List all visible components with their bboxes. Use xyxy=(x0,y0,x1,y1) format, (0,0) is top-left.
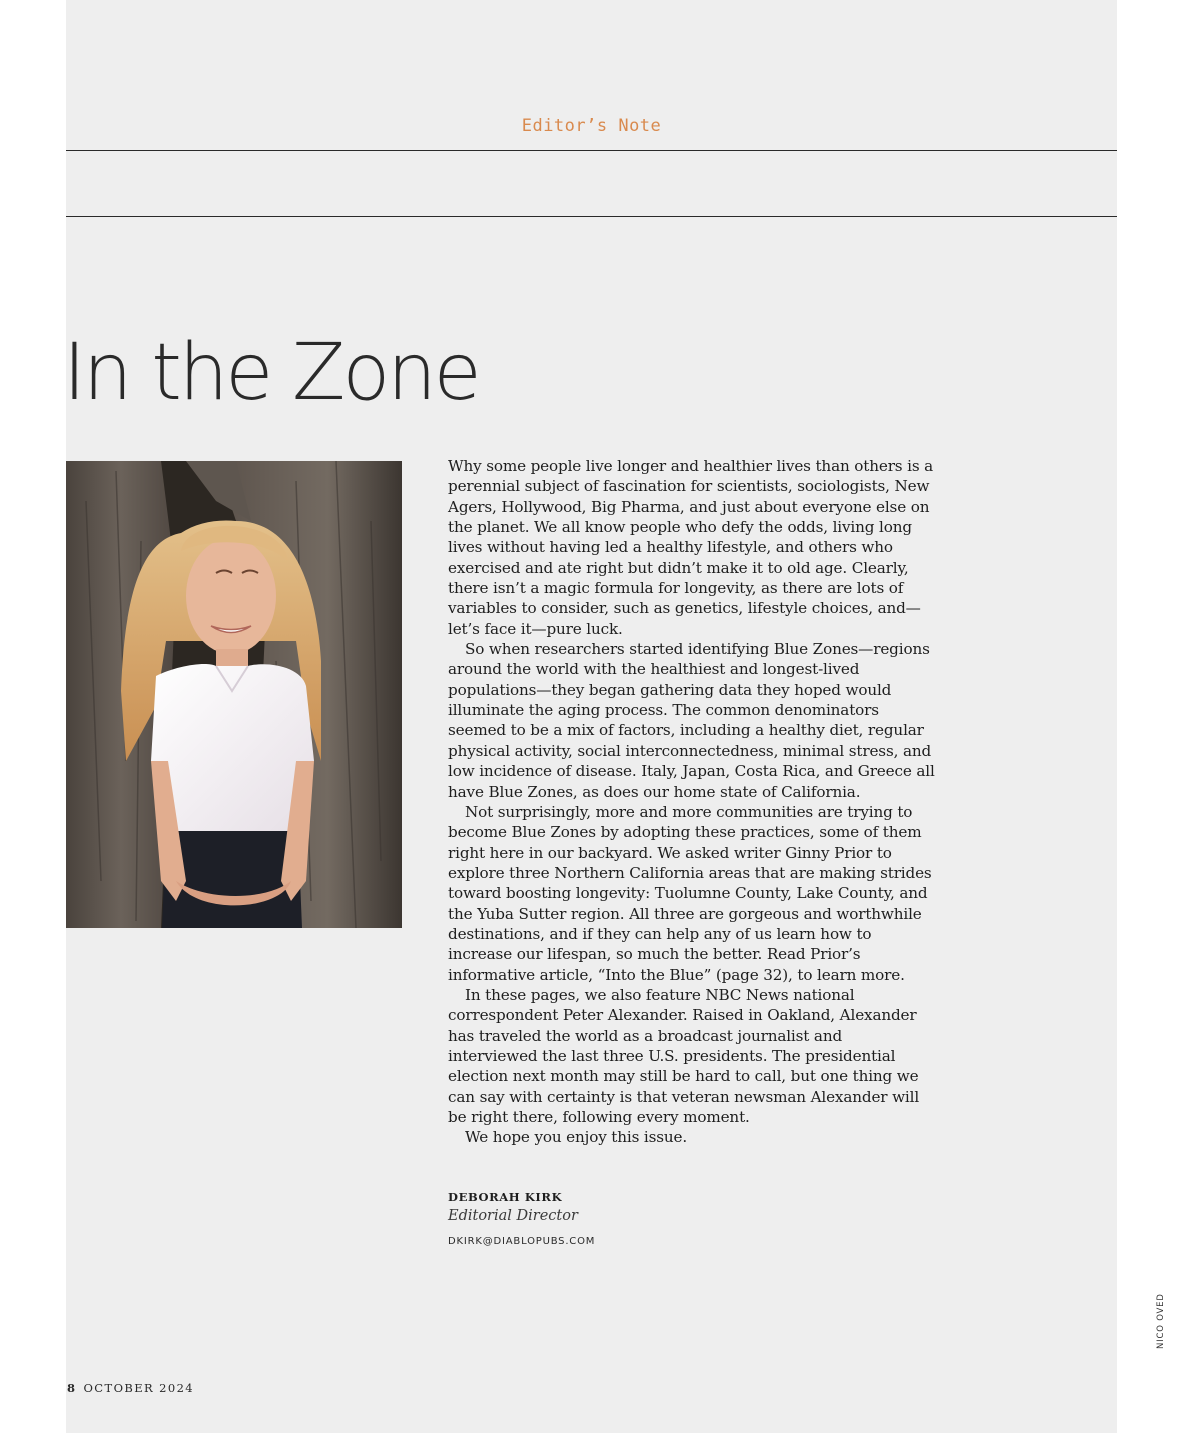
signature-block xyxy=(448,1188,848,1226)
section-label: Editor’s Note xyxy=(521,116,662,136)
body-paragraph: We hope you enjoy this issue. xyxy=(465,1128,688,1147)
author-name: DEBORAH KIRK xyxy=(448,1190,563,1204)
author-title: Editorial Director xyxy=(448,1208,578,1224)
body-paragraph: In these pages, we also feature NBC News national correspondent Peter Alexander. Raised in Oakland, Alexander has traveled the world as a broadcast journalist and interviewed the last three U.S. presidents. The presidential election next month may still be hard to call, but one thing we can say with certainty is that veteran newsman Alexander will be right there, following every moment. xyxy=(448,985,920,1126)
author-email-link[interactable]: DKIRK@DIABLOPUBS.COM xyxy=(448,1236,596,1247)
photo-credit: NICO OVED xyxy=(1156,1293,1166,1349)
body-paragraph: So when researchers started identifying Blue Zones—regions around the world with the healthiest and longest-lived populations—they began gathering data they hoped would illuminate the aging process. The common denominators seemed to be a mix of factors, including a healthy diet, regular physical activity, social interconnectedness, minimal stress, and low incidence of disease. Italy, Japan, Costa Rica, and Greece all have Blue Zones, as does our home state of California. xyxy=(448,640,935,801)
headline: In the Zone xyxy=(63,328,479,418)
bottom-rule xyxy=(66,216,1117,217)
body-paragraph: Not surprisingly, more and more communities are trying to become Blue Zones by adopting these practices, some of them right here in our backyard. We asked writer Ginny Prior to explore three Northern California areas that are making strides toward boosting longevity: Tuolumne County, Lake County, and the Yuba Sutter region. All three are gorgeous and worthwhile destinations, and if they can help any of us learn how to increase our lifespan, so much the better. Read Prior’s informative article, “Into the Blue” (page 32), to learn more. xyxy=(448,802,932,984)
page-folio xyxy=(67,1381,194,1395)
body-paragraph: Why some people live longer and healthier lives than others is a perennial subject of fascination for scientists, sociologists, New Agers, Hollywood, Big Pharma, and just about everyone else on the planet. We all know people who defy the odds, living long lives without having led a healthy lifestyle, and others who exercised and ate right but didn’t make it to old age. Clearly, there isn’t a magic formula for longevity, as there are lots of variables to consider, such as genetics, lifestyle choices, and—let’s face it—pure luck. xyxy=(448,457,934,638)
page-number: 8 xyxy=(67,1381,77,1395)
top-rule xyxy=(66,150,1117,151)
issue-date: OCTOBER 2024 xyxy=(83,1381,195,1395)
portrait-photo xyxy=(66,461,402,928)
article-body xyxy=(448,456,936,1148)
magazine-page xyxy=(63,0,1117,1433)
